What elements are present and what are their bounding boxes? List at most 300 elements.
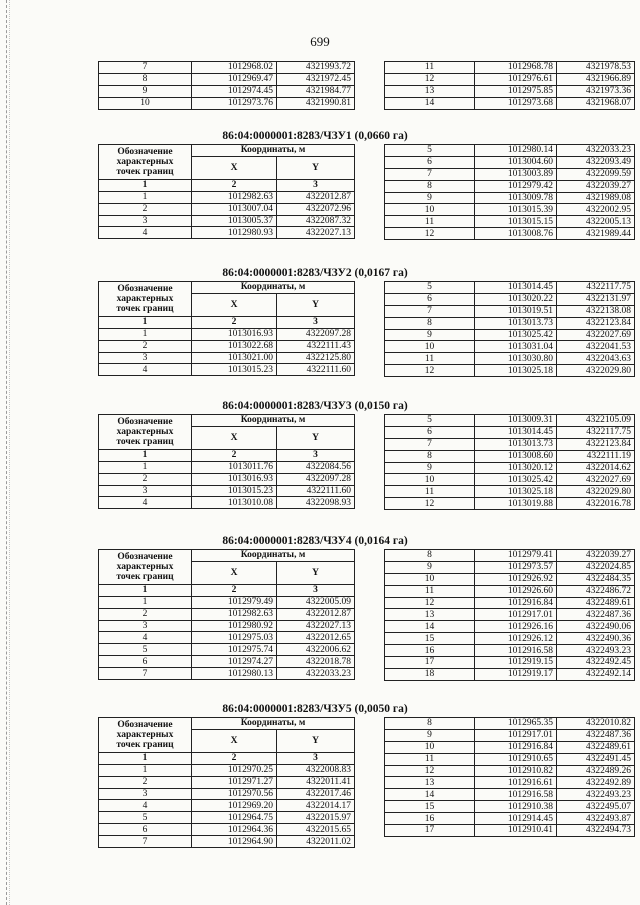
table-row xyxy=(99,340,355,352)
point-number: 5 xyxy=(385,145,475,157)
point-number: 14 xyxy=(385,789,475,801)
column-number: 2 xyxy=(192,316,277,328)
point-number: 5 xyxy=(385,415,475,427)
coordinates-header: Координаты, м xyxy=(192,718,355,730)
table-row xyxy=(99,364,355,376)
table-row xyxy=(385,305,635,317)
x-header: X xyxy=(192,729,277,752)
point-number: 13 xyxy=(385,609,475,621)
point-number: 11 xyxy=(385,62,475,74)
coord-y: 4322018.78 xyxy=(277,656,355,668)
coords-table-right xyxy=(384,717,635,837)
table-row xyxy=(99,352,355,364)
coord-x: 1013013.73 xyxy=(475,317,557,329)
point-number: 12 xyxy=(385,228,475,240)
coord-x: 1012964.90 xyxy=(192,836,277,848)
point-number: 2 xyxy=(99,608,192,620)
coord-x: 1012979.42 xyxy=(475,180,557,192)
coord-x: 1012975.03 xyxy=(192,632,277,644)
coord-y: 4321984.77 xyxy=(277,85,355,97)
coord-y: 4322014.62 xyxy=(557,462,635,474)
table-row xyxy=(99,497,355,509)
coord-x: 1012926.92 xyxy=(475,573,557,585)
coord-y: 4322093.49 xyxy=(557,156,635,168)
table-row xyxy=(385,450,635,462)
table-row xyxy=(385,341,635,353)
coord-x: 1013016.93 xyxy=(192,328,277,340)
point-number: 3 xyxy=(99,620,192,632)
table-row xyxy=(99,215,355,227)
coords-table-left xyxy=(98,281,355,376)
coord-y: 4322006.62 xyxy=(277,644,355,656)
coord-y: 4322027.13 xyxy=(277,620,355,632)
point-number: 17 xyxy=(385,825,475,837)
point-number: 5 xyxy=(385,282,475,294)
point-number: 16 xyxy=(385,813,475,825)
coord-y: 4322493.23 xyxy=(557,645,635,657)
point-number: 13 xyxy=(385,85,475,97)
y-header: Y xyxy=(277,426,355,449)
table-row xyxy=(385,438,635,450)
coord-y: 4322016.78 xyxy=(557,498,635,510)
coord-y: 4322005.13 xyxy=(557,216,635,228)
table-row xyxy=(99,461,355,473)
point-number: 1 xyxy=(99,461,192,473)
table-row xyxy=(99,191,355,203)
table-row xyxy=(99,836,355,848)
table-row xyxy=(385,801,635,813)
coord-x: 1012980.93 xyxy=(192,227,277,239)
coord-y: 4322012.87 xyxy=(277,191,355,203)
point-number: 9 xyxy=(385,462,475,474)
coord-x: 1013015.39 xyxy=(475,204,557,216)
table-row xyxy=(99,632,355,644)
coord-y: 4322489.26 xyxy=(557,765,635,777)
point-number: 3 xyxy=(99,215,192,227)
coord-x: 1012964.75 xyxy=(192,812,277,824)
table-row xyxy=(385,73,635,85)
table-row xyxy=(99,668,355,680)
column-number: 2 xyxy=(192,179,277,191)
coord-x: 1012970.25 xyxy=(192,764,277,776)
table-row xyxy=(385,282,635,294)
table-row xyxy=(385,753,635,765)
coord-x: 1012974.27 xyxy=(192,656,277,668)
coord-y: 4322097.28 xyxy=(277,328,355,340)
point-number: 12 xyxy=(385,498,475,510)
table-row xyxy=(385,561,635,573)
coord-y: 4322017.46 xyxy=(277,788,355,800)
coord-x: 1012979.49 xyxy=(192,596,277,608)
table-row xyxy=(385,168,635,180)
table-row xyxy=(99,812,355,824)
coord-y: 4322098.93 xyxy=(277,497,355,509)
coord-y: 4322097.28 xyxy=(277,473,355,485)
point-number: 3 xyxy=(99,352,192,364)
column-number: 1 xyxy=(99,179,192,191)
column-number: 1 xyxy=(99,752,192,764)
column-number: 1 xyxy=(99,316,192,328)
x-header: X xyxy=(192,156,277,179)
point-number: 2 xyxy=(99,203,192,215)
point-number: 15 xyxy=(385,801,475,813)
point-number: 6 xyxy=(385,156,475,168)
coord-y: 4322123.84 xyxy=(557,438,635,450)
coord-x: 1012916.84 xyxy=(475,597,557,609)
coord-x: 1013031.04 xyxy=(475,341,557,353)
coord-x: 1012979.41 xyxy=(475,550,557,562)
table-row xyxy=(385,97,635,109)
coord-y: 4321989.44 xyxy=(557,228,635,240)
designation-header: Обозначение характерных точек границ xyxy=(99,550,192,585)
point-number: 2 xyxy=(99,776,192,788)
point-number: 10 xyxy=(99,97,192,109)
coord-x: 1013009.78 xyxy=(475,192,557,204)
column-number: 2 xyxy=(192,449,277,461)
coord-y: 4322138.08 xyxy=(557,305,635,317)
coord-y: 4322490.36 xyxy=(557,633,635,645)
table-row xyxy=(385,180,635,192)
point-number: 9 xyxy=(385,329,475,341)
coordinates-header: Координаты, м xyxy=(192,282,355,294)
coord-x: 1013009.31 xyxy=(475,415,557,427)
coord-y: 4322493.23 xyxy=(557,789,635,801)
coord-x: 1012910.41 xyxy=(475,825,557,837)
point-number: 18 xyxy=(385,668,475,680)
coord-x: 1012969.47 xyxy=(192,73,277,85)
table-row xyxy=(99,764,355,776)
coords-table-left xyxy=(98,549,355,680)
coord-y: 4322043.63 xyxy=(557,353,635,365)
point-number: 15 xyxy=(385,633,475,645)
point-number: 10 xyxy=(385,741,475,753)
point-number: 4 xyxy=(99,497,192,509)
coord-y: 4322111.60 xyxy=(277,364,355,376)
point-number: 6 xyxy=(99,656,192,668)
point-number: 1 xyxy=(99,328,192,340)
column-number: 3 xyxy=(277,179,355,191)
table-row xyxy=(99,824,355,836)
point-number: 3 xyxy=(99,485,192,497)
coord-y: 4322011.41 xyxy=(277,776,355,788)
coord-x: 1012982.63 xyxy=(192,191,277,203)
coords-table-top-right xyxy=(384,61,635,110)
coord-y: 4321973.36 xyxy=(557,85,635,97)
point-number: 4 xyxy=(99,364,192,376)
y-header: Y xyxy=(277,156,355,179)
table-row xyxy=(385,145,635,157)
coord-x: 1012926.12 xyxy=(475,633,557,645)
coord-y: 4322033.23 xyxy=(557,145,635,157)
coord-x: 1012917.01 xyxy=(475,609,557,621)
coord-x: 1012974.45 xyxy=(192,85,277,97)
coord-y: 4321993.72 xyxy=(277,62,355,74)
coord-x: 1013013.73 xyxy=(475,438,557,450)
point-number: 4 xyxy=(99,800,192,812)
table-row xyxy=(99,227,355,239)
coord-y: 4322024.85 xyxy=(557,561,635,573)
designation-header: Обозначение характерных точек границ xyxy=(99,718,192,753)
table-row xyxy=(385,204,635,216)
point-number: 10 xyxy=(385,204,475,216)
coord-y: 4322027.13 xyxy=(277,227,355,239)
table-row xyxy=(385,621,635,633)
coord-x: 1012973.68 xyxy=(475,97,557,109)
y-header: Y xyxy=(277,293,355,316)
section-title: 86:04:0000001:8283/ЧЗУ3 (0,0150 га) xyxy=(222,400,408,412)
point-number: 10 xyxy=(385,573,475,585)
coord-x: 1013005.37 xyxy=(192,215,277,227)
table-row xyxy=(385,813,635,825)
coord-y: 4322033.23 xyxy=(277,668,355,680)
coord-x: 1013003.89 xyxy=(475,168,557,180)
coord-x: 1013015.15 xyxy=(475,216,557,228)
coord-x: 1012916.58 xyxy=(475,645,557,657)
binding-edge-inner xyxy=(9,0,10,905)
coords-table-left xyxy=(98,144,355,239)
point-number: 11 xyxy=(385,353,475,365)
coord-x: 1012964.36 xyxy=(192,824,277,836)
coord-y: 4322039.27 xyxy=(557,180,635,192)
coord-x: 1013019.51 xyxy=(475,305,557,317)
coord-x: 1013025.18 xyxy=(475,365,557,377)
point-number: 7 xyxy=(385,168,475,180)
table-row xyxy=(99,62,355,74)
coord-y: 4322087.32 xyxy=(277,215,355,227)
table-row xyxy=(385,192,635,204)
coord-x: 1012919.17 xyxy=(475,668,557,680)
coord-y: 4322099.59 xyxy=(557,168,635,180)
coord-x: 1012980.14 xyxy=(475,145,557,157)
table-row xyxy=(385,293,635,305)
column-number: 3 xyxy=(277,584,355,596)
coord-x: 1013015.23 xyxy=(192,485,277,497)
binding-edge xyxy=(0,0,7,905)
coord-x: 1012976.61 xyxy=(475,73,557,85)
table-row xyxy=(99,596,355,608)
column-number: 1 xyxy=(99,584,192,596)
point-number: 16 xyxy=(385,645,475,657)
coords-table-left xyxy=(98,717,355,848)
coord-y: 4322084.56 xyxy=(277,461,355,473)
coords-table-right xyxy=(384,281,635,377)
point-number: 12 xyxy=(385,597,475,609)
designation-header: Обозначение характерных точек границ xyxy=(99,145,192,180)
coord-y: 4322027.69 xyxy=(557,329,635,341)
point-number: 3 xyxy=(99,788,192,800)
table-row xyxy=(385,156,635,168)
coord-y: 4322491.45 xyxy=(557,753,635,765)
coord-x: 1012965.35 xyxy=(475,718,557,730)
coord-x: 1013022.68 xyxy=(192,340,277,352)
coord-x: 1013030.80 xyxy=(475,353,557,365)
point-number: 8 xyxy=(385,450,475,462)
coord-x: 1012916.58 xyxy=(475,789,557,801)
table-row xyxy=(99,485,355,497)
coord-y: 4322487.36 xyxy=(557,609,635,621)
coord-x: 1013010.08 xyxy=(192,497,277,509)
table-row xyxy=(385,645,635,657)
point-number: 7 xyxy=(99,668,192,680)
coord-x: 1013016.93 xyxy=(192,473,277,485)
table-row xyxy=(385,825,635,837)
coord-y: 4322002.95 xyxy=(557,204,635,216)
coord-x: 1012910.65 xyxy=(475,753,557,765)
table-row xyxy=(385,573,635,585)
coord-x: 1013014.45 xyxy=(475,426,557,438)
coords-table-right xyxy=(384,414,635,510)
table-row xyxy=(385,597,635,609)
coord-y: 4322012.87 xyxy=(277,608,355,620)
column-number: 2 xyxy=(192,752,277,764)
coord-x: 1012971.27 xyxy=(192,776,277,788)
coord-y: 4322010.82 xyxy=(557,718,635,730)
point-number: 8 xyxy=(385,317,475,329)
table-row xyxy=(385,777,635,789)
point-number: 8 xyxy=(385,550,475,562)
point-number: 2 xyxy=(99,473,192,485)
coord-x: 1013008.60 xyxy=(475,450,557,462)
coord-y: 4322492.45 xyxy=(557,657,635,669)
point-number: 5 xyxy=(99,644,192,656)
coord-y: 4322015.65 xyxy=(277,824,355,836)
coord-x: 1013008.76 xyxy=(475,228,557,240)
coord-y: 4322117.75 xyxy=(557,426,635,438)
coord-x: 1012969.20 xyxy=(192,800,277,812)
coord-y: 4322005.09 xyxy=(277,596,355,608)
column-number: 3 xyxy=(277,449,355,461)
page-number: 699 xyxy=(310,34,330,49)
coord-y: 4322011.02 xyxy=(277,836,355,848)
table-row xyxy=(385,426,635,438)
point-number: 7 xyxy=(385,305,475,317)
table-row xyxy=(99,473,355,485)
table-row xyxy=(385,633,635,645)
coord-x: 1012916.61 xyxy=(475,777,557,789)
point-number: 10 xyxy=(385,474,475,486)
table-row xyxy=(385,789,635,801)
table-row xyxy=(385,462,635,474)
point-number: 6 xyxy=(99,824,192,836)
point-number: 7 xyxy=(99,62,192,74)
point-number: 4 xyxy=(99,227,192,239)
point-number: 6 xyxy=(385,426,475,438)
table-row xyxy=(385,668,635,680)
point-number: 12 xyxy=(385,765,475,777)
y-header: Y xyxy=(277,561,355,584)
coord-x: 1013014.45 xyxy=(475,282,557,294)
coord-x: 1013020.22 xyxy=(475,293,557,305)
table-row xyxy=(385,85,635,97)
coord-y: 4322029.80 xyxy=(557,365,635,377)
coord-y: 4321968.07 xyxy=(557,97,635,109)
table-row xyxy=(385,741,635,753)
table-row xyxy=(385,609,635,621)
point-number: 8 xyxy=(385,718,475,730)
coord-x: 1013025.18 xyxy=(475,486,557,498)
point-number: 11 xyxy=(385,486,475,498)
point-number: 2 xyxy=(99,340,192,352)
table-row xyxy=(99,644,355,656)
point-number: 12 xyxy=(385,365,475,377)
coord-x: 1013025.42 xyxy=(475,474,557,486)
coord-y: 4322111.60 xyxy=(277,485,355,497)
table-row xyxy=(385,474,635,486)
coord-y: 4321978.53 xyxy=(557,62,635,74)
coord-y: 4322495.07 xyxy=(557,801,635,813)
table-row xyxy=(385,317,635,329)
point-number: 9 xyxy=(99,85,192,97)
section-title: 86:04:0000001:8283/ЧЗУ5 (0,0050 га) xyxy=(222,703,408,715)
coord-x: 1013021.00 xyxy=(192,352,277,364)
coord-y: 4322029.80 xyxy=(557,486,635,498)
table-row xyxy=(385,365,635,377)
column-number: 3 xyxy=(277,752,355,764)
coord-x: 1013007.04 xyxy=(192,203,277,215)
table-row xyxy=(99,800,355,812)
x-header: X xyxy=(192,293,277,316)
table-row xyxy=(385,718,635,730)
point-number: 11 xyxy=(385,216,475,228)
coord-x: 1012916.84 xyxy=(475,741,557,753)
coord-x: 1012975.85 xyxy=(475,85,557,97)
coord-x: 1012910.38 xyxy=(475,801,557,813)
coord-x: 1012926.16 xyxy=(475,621,557,633)
coord-x: 1012975.74 xyxy=(192,644,277,656)
coords-table-top-left xyxy=(98,61,355,110)
point-number: 10 xyxy=(385,341,475,353)
coord-y: 4322012.65 xyxy=(277,632,355,644)
point-number: 6 xyxy=(385,293,475,305)
coord-y: 4322490.06 xyxy=(557,621,635,633)
point-number: 17 xyxy=(385,657,475,669)
coord-y: 4322008.83 xyxy=(277,764,355,776)
table-row xyxy=(385,329,635,341)
coords-table-left xyxy=(98,414,355,509)
table-row xyxy=(99,97,355,109)
coord-x: 1013015.23 xyxy=(192,364,277,376)
coord-x: 1012982.63 xyxy=(192,608,277,620)
point-number: 11 xyxy=(385,753,475,765)
designation-header: Обозначение характерных точек границ xyxy=(99,415,192,450)
coord-x: 1013019.88 xyxy=(475,498,557,510)
designation-header: Обозначение характерных точек границ xyxy=(99,282,192,317)
point-number: 14 xyxy=(385,97,475,109)
table-row xyxy=(99,788,355,800)
coord-y: 4321966.89 xyxy=(557,73,635,85)
point-number: 9 xyxy=(385,561,475,573)
table-row xyxy=(99,203,355,215)
coordinates-header: Координаты, м xyxy=(192,415,355,427)
coord-y: 4322072.96 xyxy=(277,203,355,215)
section-title: 86:04:0000001:8283/ЧЗУ4 (0,0164 га) xyxy=(222,535,408,547)
coord-x: 1012910.82 xyxy=(475,765,557,777)
coord-x: 1012973.57 xyxy=(475,561,557,573)
coord-y: 4322494.73 xyxy=(557,825,635,837)
coord-y: 4322111.19 xyxy=(557,450,635,462)
coord-x: 1012980.13 xyxy=(192,668,277,680)
coord-x: 1012973.76 xyxy=(192,97,277,109)
point-number: 12 xyxy=(385,73,475,85)
point-number: 14 xyxy=(385,621,475,633)
coord-y: 4322015.97 xyxy=(277,812,355,824)
coord-y: 4322041.53 xyxy=(557,341,635,353)
table-row xyxy=(99,85,355,97)
column-number: 1 xyxy=(99,449,192,461)
point-number: 11 xyxy=(385,585,475,597)
point-number: 9 xyxy=(385,729,475,741)
coord-y: 4322014.17 xyxy=(277,800,355,812)
